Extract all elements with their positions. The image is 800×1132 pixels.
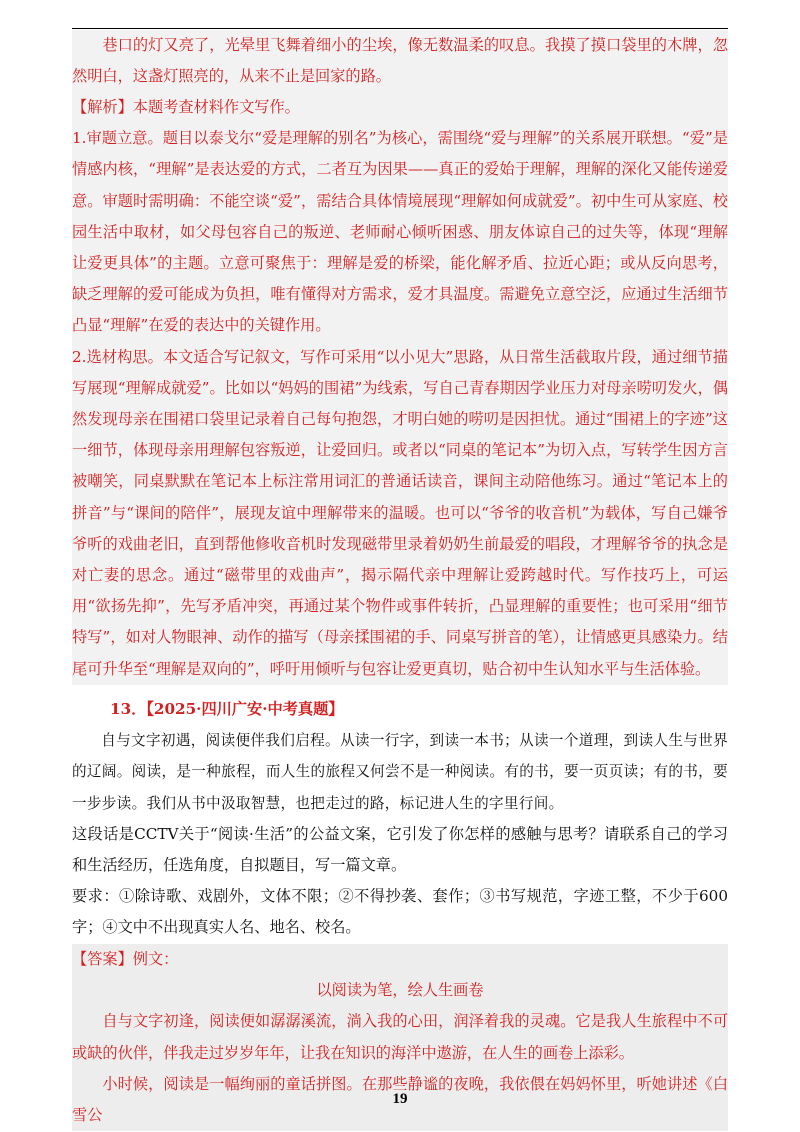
- answer-label: 【答案】例文：: [72, 950, 179, 968]
- question-requirements: 要求：①除诗歌、戏剧外，文体不限；②不得抄袭、套作；③书写规范，字迹工整，不少于600字；④文中不出现真实人名、地名、校名。: [72, 887, 728, 937]
- answer-title: 以阅读为笔，绘人生画卷: [316, 981, 484, 1000]
- answer-paragraph-1: 自与文字初逢，阅读便如潺潺溪流，淌入我的心田，润泽着我的灵魂。它是我人生旅程中不可或缺的伙伴，伴我走过岁岁年年，让我在知识的海洋中遨游，在人生的画卷上添彩。: [72, 1012, 728, 1062]
- question-13: [72, 694, 728, 944]
- analysis-point-1: 1.审题立意。题目以泰戈尔“爱是理解的别名”为核心，需围绕“爱与理解”的关系展开联想。“爱”是情感内核，“理解”是表达爱的方式，二者互为因果——真正的爱始于理解，理解的深化又能传递爱意。审题时需明确：不能空谈“爱”，需结合具体情境展现“理解如何成就爱”。初中生可从家庭、校园生活中取材，如父母包容自己的叛逆、老师耐心倾听困惑、朋友体谅自己的过失等，体现“理解让爱更具体”的主题。立意可聚焦于：理解是爱的桥梁，能化解矛盾、拉近心距；或从反向思考，缺乏理解的爱可能成为负担，唯有懂得对方需求，爱才具温度。需避免立意空泛，应通过生活细节凸显“理解”在爱的表达中的关键作用。: [72, 129, 728, 335]
- header-rule: [72, 28, 728, 29]
- question-material: 自与文字初遇，阅读便伴我们启程。从读一行字，到读一本书；从读一个道理，到读人生与世界的辽阔。阅读，是一种旅程，而人生的旅程又何尝不是一种阅读。有的书，要一页页读；有的书，要一步步读。我们从书中汲取智慧，也把走过的路，标记进人生的字里行间。: [72, 732, 728, 812]
- answer-paragraph-2: 小时候，阅读是一幅绚丽的童话拼图。在那些静谧的夜晚，我依偎在妈妈怀里，听她讲述《白雪公: [72, 1074, 728, 1125]
- analysis-heading: 【解析】本题考查材料作文写作。: [72, 98, 300, 116]
- page-number: 19: [392, 1091, 408, 1107]
- question-source: 13．【2025·四川广安·中考真题】: [110, 700, 344, 718]
- question-prompt: 这段话是CCTV关于“阅读·生活”的公益文案，它引发了你怎样的感触与思考？请联系自己的学习和生活经历，任选角度，自拟题目，写一篇文章。: [72, 824, 728, 875]
- analysis-block: [72, 92, 728, 685]
- question-label: [72, 694, 728, 725]
- analysis-point-2: 2.选材构思。本文适合写记叙文，写作可采用“以小见大”思路，从日常生活截取片段，通过细节描写展现“理解成就爱”。比如以“妈妈的围裙”为线索，写自己青春期因学业压力对母亲唠叨发火，偶然发现母亲在围裙口袋里记录着自己每句抱怨，才明白她的唠叨是因担忧。通过“围裙上的字迹”这一细节，体现母亲用理解包容叛逆，让爱回归。或者以“同桌的笔记本”为切入点，写转学生因方言被嘲笑，同桌默默在笔记本上标注常用词汇的普通话读音，课间主动陪他练习。通过“笔记本上的拼音”与“课间的陪伴”，展现友谊中理解带来的温暖。也可以“爷爷的收音机”为载体，写自己嫌爷爷听的戏曲老旧，直到帮他修收音机时发现磁带里录着奶奶生前最爱的唱段，才理解爷爷的执念是对亡妻的思念。通过“磁带里的戏曲声”，揭示隔代亲中理解让爱跨越时代。写作技巧上，可运用“欲扬先抑”，先写矛盾冲突，再通过某个物件或事件转折，凸显理解的重要性；也可采用“细节特写”，如对人物眼神、动作的描写（母亲揉围裙的手、同桌写拼音的笔），让情感更具感染力。结尾可升华至“理解是双向的”，呼吁用倾听与包容让爱更真切，贴合初中生认知水平与生活体验。: [72, 347, 728, 678]
- essay-ending: [72, 30, 728, 92]
- essay-ending-text: 巷口的灯又亮了，光晕里飞舞着细小的尘埃，像无数温柔的叹息。我摸了摸口袋里的木牌，忽然明白，这盏灯照亮的，从来不止是回家的路。: [72, 36, 728, 86]
